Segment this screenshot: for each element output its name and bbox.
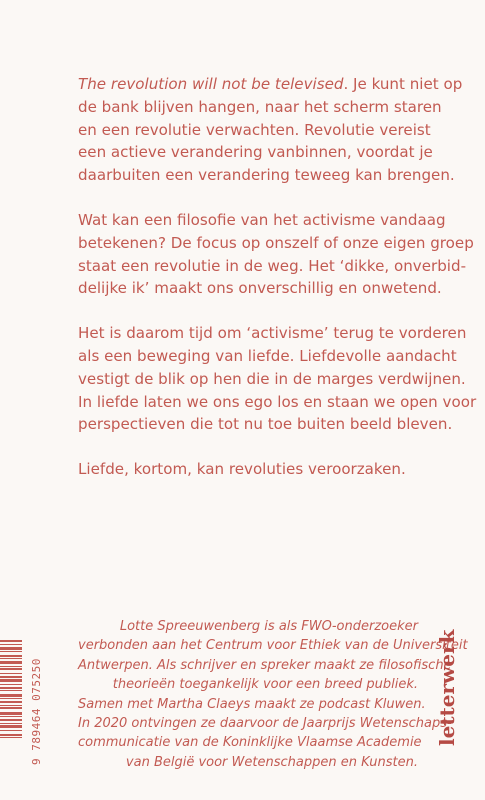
blurb (78, 73, 477, 503)
blurb-paragraph-3 (78, 322, 477, 436)
bio-line: Lotte Spreeuwenberg is als FWO-onderzoeker (119, 619, 418, 634)
bio-line: theorieën toegankelijk voor een breed publiek. (112, 677, 418, 693)
blurb-line: een actieve verandering vanbinnen, voordat je (78, 143, 433, 162)
blurb-line: de bank blijven hangen, naar het scherm staren (78, 97, 442, 116)
blurb-paragraph-2 (78, 209, 474, 300)
blurb-line (78, 73, 463, 96)
bio-line: van België voor Wetenschappen en Kunsten. (125, 754, 418, 770)
blurb-line: Het is daarom tijd om ‘activisme’ terug te vorderen (78, 324, 467, 343)
blurb-paragraph-1 (78, 73, 463, 187)
blurb-line-rest: . Je kunt niet op (343, 75, 463, 93)
bio-line: Samen met Martha Claeys maakt ze podcast Kluwen. (78, 696, 426, 712)
blurb-line: staat een revolutie in de weg. Het ‘dikke, onverbid- (78, 256, 467, 275)
blurb-line: Wat kan een filosofie van het activisme vandaag (78, 210, 446, 229)
blurb-line: vestigt de blik op hen die in de marges verdwijnen. (78, 369, 466, 388)
blurb-line: en een revolutie verwachten. Revolutie vereist (78, 120, 431, 139)
bio-line: In 2020 ontvingen ze daarvoor de Jaarprijs Wetenschaps- (78, 716, 452, 732)
blurb-line: Liefde, kortom, kan revoluties veroorzaken. (78, 460, 406, 479)
bio-line: Antwerpen. Als schrijver en spreker maakt ze filosofische (78, 657, 452, 673)
blurb-paragraph-4 (78, 458, 458, 481)
blurb-line: betekenen? De focus op onszelf of onze eigen groep (78, 233, 474, 252)
bio-line: communicatie van de Koninklijke Vlaamse Academie (78, 735, 422, 751)
publisher-logo: letterwerk (435, 629, 459, 746)
blurb-line: delijke ik’ maakt ons onverschillig en onwetend. (78, 279, 442, 298)
blurb-line: daarbuiten een verandering teweeg kan brengen. (78, 166, 455, 185)
quote-title: The revolution will not be televised (78, 75, 344, 93)
barcode (0, 640, 22, 765)
bio-line: verbonden aan het Centrum voor Ethiek van de Universiteit (78, 638, 468, 654)
blurb-line: perspectieven die tot nu toe buiten beeld bleven. (78, 415, 453, 434)
blurb-line: In liefde laten we ons ego los en staan we open voor (78, 392, 477, 411)
isbn-number: 9 789464 075250 (30, 658, 43, 765)
blurb-line: als een beweging van liefde. Liefdevolle aandacht (78, 346, 457, 365)
